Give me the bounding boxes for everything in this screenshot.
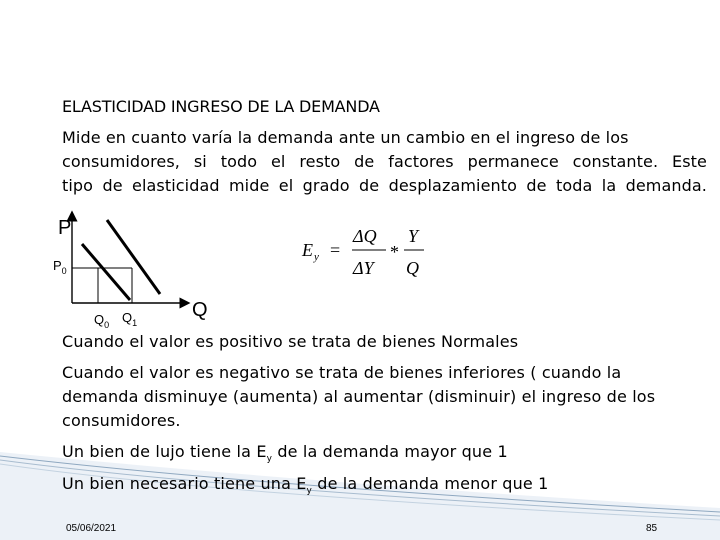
negative-line: consumidores. — [62, 411, 181, 430]
svg-text:ΔQ: ΔQ — [353, 226, 377, 246]
intro-line: consumidores, si todo el resto de factores permanece constante. Este — [62, 152, 707, 171]
svg-text:Q: Q — [406, 258, 419, 278]
income-elasticity-formula — [300, 222, 440, 282]
luxury-good-text: Un bien de lujo tiene la $E_y$ de la demanda mayor que 1 — [62, 442, 508, 465]
q1-label: $Q_1$ — [122, 310, 138, 328]
intro-line: tipo de elasticidad mide el grado de desplazamiento de toda la demanda. — [62, 176, 707, 195]
positive-value-text: Cuando el valor es positivo se trata de bienes Normales — [62, 332, 519, 351]
intro-line: Mide en cuanto varía la demanda ante un cambio en el ingreso de los — [62, 128, 629, 147]
x-axis-label: Q — [192, 299, 208, 321]
svg-text:E: E — [302, 240, 313, 260]
footer-date: 05/06/2021 — [66, 523, 117, 534]
q0-label: $Q_0$ — [94, 312, 110, 330]
intro-paragraph — [62, 126, 707, 198]
svg-text:=: = — [330, 240, 341, 260]
demand-shift-graph — [50, 210, 270, 335]
demand-curve-0 — [82, 244, 130, 300]
negative-value-text — [62, 361, 655, 433]
page-number: 85 — [646, 523, 658, 534]
svg-text:Y: Y — [408, 226, 419, 246]
slide-title: ELASTICIDAD INGRESO DE LA DEMANDA — [62, 97, 380, 116]
p0-label: $P_0$ — [53, 258, 67, 276]
negative-line: Cuando el valor es negativo se trata de bienes inferiores ( cuando la — [62, 363, 622, 382]
svg-text:*: * — [390, 242, 399, 262]
necessary-good-text: Un bien necesario tiene una $E_y$ de la demanda menor que 1 — [62, 474, 549, 497]
y-axis-label: P — [58, 217, 72, 239]
svg-text:y: y — [314, 251, 319, 263]
svg-text:ΔY: ΔY — [353, 258, 374, 278]
negative-line: demanda disminuye (aumenta) al aumentar (disminuir) el ingreso de los — [62, 387, 656, 406]
